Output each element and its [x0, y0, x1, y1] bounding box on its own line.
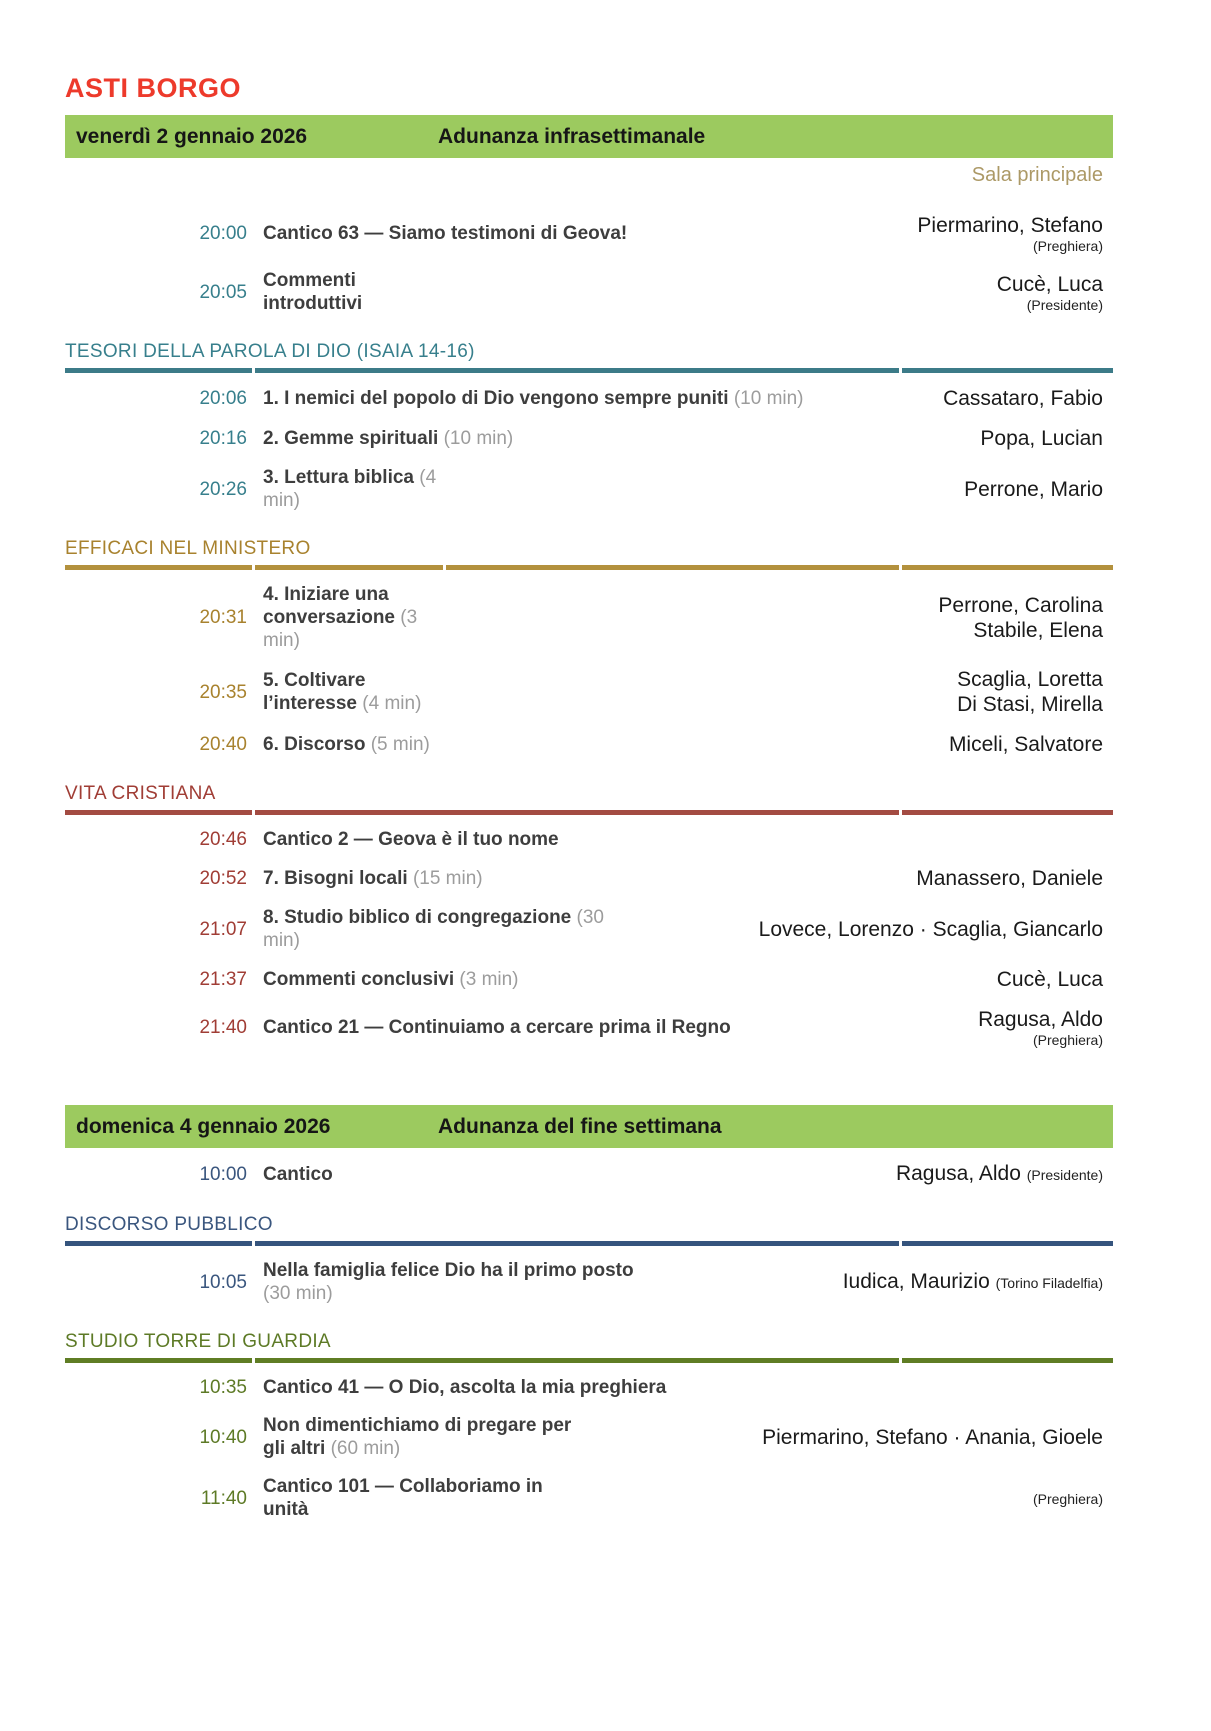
item-title: 7. Bisogni locali	[263, 868, 408, 889]
schedule-row	[65, 213, 1113, 254]
banner-meeting-type: Adunanza infrasettimanale	[438, 124, 706, 148]
item-title: Cantico 63 — Siamo testimoni di Geova!	[263, 223, 628, 244]
hall-label: Sala principale	[971, 164, 1103, 186]
item-time: 20:52	[199, 868, 247, 889]
assignee-note: (Torino Filadelfia)	[995, 1274, 1103, 1291]
item-duration: (30 min)	[263, 1283, 333, 1304]
schedule-row	[65, 1475, 1113, 1521]
banner-meeting-type: Adunanza del fine settimana	[438, 1114, 722, 1138]
assignee-cell	[964, 477, 1113, 502]
item-cell	[247, 222, 917, 245]
assignee-cell	[916, 866, 1113, 891]
item-duration: (5 min)	[370, 734, 430, 755]
item-title: Cantico 41 — O Dio, ascolta la mia preghiera	[263, 1377, 667, 1398]
section-heading-watchtower: STUDIO TORRE DI GUARDIA	[65, 1331, 331, 1352]
item-time: 20:00	[199, 223, 247, 244]
schedule-row	[65, 828, 1113, 851]
assignee-note: (Preghiera)	[1032, 1032, 1103, 1048]
item-time: 20:40	[199, 734, 247, 755]
assignee-cell	[949, 732, 1113, 757]
schedule-row	[65, 1414, 1113, 1460]
assignee-name: Perrone, Carolina	[938, 593, 1103, 617]
item-time: 11:40	[200, 1487, 247, 1509]
item-title: Nella famiglia felice Dio ha il primo posto	[263, 1260, 634, 1281]
assignee-cell	[978, 1007, 1113, 1048]
item-time: 20:35	[199, 681, 247, 703]
schedule-row	[65, 667, 1113, 717]
assignee-cell	[896, 1161, 1113, 1188]
schedule-row	[65, 466, 1113, 512]
section-heading-public-talk: DISCORSO PUBBLICO	[65, 1214, 273, 1235]
item-time: 20:16	[199, 428, 247, 449]
assignee-name: Popa, Lucian	[980, 427, 1103, 450]
assignee-name: Perrone, Mario	[964, 477, 1103, 501]
item-cell	[247, 466, 964, 512]
assignee-cell	[843, 1269, 1113, 1296]
assignee-name: Miceli, Salvatore	[948, 733, 1103, 756]
assignee-cell	[943, 386, 1113, 411]
item-time: 10:05	[199, 1271, 247, 1293]
schedule-row	[65, 583, 1113, 652]
item-time: 20:46	[199, 829, 247, 850]
schedule-row	[65, 1161, 1113, 1188]
assignee-name: Ragusa, Aldo	[895, 1162, 1021, 1185]
assignee-cell	[957, 667, 1113, 717]
item-duration: (10 min)	[733, 388, 804, 409]
schedule-row	[65, 269, 1113, 315]
item-cell	[247, 906, 759, 952]
schedule-row	[65, 732, 1113, 757]
banner-date: domenica 4 gennaio 2026	[76, 1114, 331, 1138]
item-duration: (3 min)	[263, 607, 418, 651]
item-title: 6. Discorso	[263, 734, 366, 755]
midweek-schedule	[65, 213, 1113, 1048]
schedule-row	[65, 1376, 1113, 1399]
assignee-name: Stabile, Elena	[973, 618, 1103, 642]
item-cell	[247, 427, 980, 450]
assignee-cell	[1033, 1485, 1113, 1512]
assignee-note: (Presidente)	[1026, 1167, 1103, 1183]
item-cell	[247, 583, 938, 652]
assignee-cell	[980, 426, 1113, 451]
item-title: Non dimentichiamo di pregare per gli altri	[263, 1415, 572, 1459]
assignee-cell	[762, 1425, 1113, 1450]
item-title: Commenti introduttivi	[263, 270, 363, 314]
meeting-banner-weekend	[65, 1105, 1113, 1148]
item-time: 20:05	[199, 281, 247, 303]
section-rule	[65, 565, 1113, 570]
item-time: 10:35	[199, 1377, 247, 1398]
assignee-name: Piermarino, Stefano	[917, 214, 1103, 237]
item-cell	[247, 867, 916, 890]
item-title: 4. Iniziare una conversazione	[263, 584, 395, 628]
assignee-name: Cucè, Luca	[996, 968, 1103, 991]
item-cell	[247, 1016, 978, 1039]
schedule-row	[65, 866, 1113, 891]
item-title: Cantico 2 — Geova è il tuo nome	[263, 829, 559, 850]
schedule-row	[65, 906, 1113, 952]
schedule-row	[65, 967, 1113, 992]
assignee-name: Cassataro, Fabio	[943, 387, 1103, 410]
assignee-note: (Preghiera)	[1032, 1490, 1103, 1507]
assignee-name: Di Stasi, Mirella	[957, 693, 1103, 716]
assignee-name: Piermarino, Stefano · Anania, Gioele	[762, 1425, 1103, 1449]
item-duration: (60 min)	[330, 1438, 401, 1459]
item-title: Commenti conclusivi	[263, 969, 455, 990]
item-time: 20:06	[199, 388, 247, 409]
assignee-name: Scaglia, Loretta	[957, 668, 1103, 691]
item-title: 2. Gemme spirituali	[263, 428, 439, 449]
section-heading-christian-life: VITA CRISTIANA	[65, 783, 216, 804]
item-cell	[247, 733, 949, 756]
schedule-row	[65, 1259, 1113, 1305]
section-rule	[65, 1241, 1113, 1246]
assignee-name: Lovece, Lorenzo · Scaglia, Giancarlo	[758, 917, 1103, 941]
item-title: Cantico	[263, 1164, 333, 1185]
assignee-name: Ragusa, Aldo	[978, 1008, 1103, 1031]
schedule-row	[65, 1007, 1113, 1048]
section-rule	[65, 810, 1113, 815]
item-title: Cantico 21 — Continuiamo a cercare prima il Regno	[263, 1017, 731, 1038]
item-time: 10:40	[199, 1426, 247, 1448]
assignee-cell	[938, 593, 1113, 643]
assignee-cell	[759, 917, 1113, 942]
section-rule	[65, 368, 1113, 373]
item-time: 20:31	[199, 607, 247, 628]
item-cell	[247, 828, 1103, 851]
section-rule	[65, 1358, 1113, 1363]
weekend-schedule	[65, 1161, 1113, 1521]
item-time: 20:26	[199, 478, 247, 500]
meeting-banner-midweek	[65, 115, 1113, 158]
item-title: 3. Lettura biblica	[263, 467, 414, 488]
assignee-note: (Presidente)	[1026, 296, 1103, 313]
schedule-row	[65, 426, 1113, 451]
item-cell	[247, 1414, 762, 1460]
item-title: 1. I nemici del popolo di Dio vengono sempre puniti	[263, 388, 729, 409]
assignee-name: Cucè, Luca	[996, 272, 1103, 296]
item-cell	[247, 1475, 1033, 1521]
item-cell	[247, 968, 997, 991]
item-time: 10:00	[199, 1164, 247, 1185]
item-duration: (4 min)	[362, 693, 422, 714]
item-cell	[247, 669, 957, 715]
item-cell	[247, 1163, 896, 1186]
item-time: 21:37	[199, 969, 247, 990]
item-time: 21:40	[199, 1017, 247, 1038]
assignee-note: (Preghiera)	[1032, 238, 1103, 254]
banner-date: venerdì 2 gennaio 2026	[76, 124, 308, 148]
item-time: 21:07	[199, 918, 247, 940]
item-cell	[247, 387, 943, 410]
assignee-cell	[997, 272, 1113, 313]
item-title: 8. Studio biblico di congregazione	[263, 907, 572, 928]
item-cell	[247, 1259, 843, 1305]
assignee-cell	[917, 213, 1113, 254]
item-duration: (15 min)	[412, 868, 483, 889]
schedule-row	[65, 386, 1113, 411]
item-duration: (10 min)	[443, 428, 514, 449]
item-duration: (30 min)	[263, 907, 604, 951]
item-title: 5. Coltivare l’interesse	[263, 670, 366, 714]
item-duration: (4 min)	[263, 467, 437, 511]
item-cell	[247, 1376, 1103, 1399]
assignee-cell	[997, 967, 1113, 992]
section-heading-treasures: TESORI DELLA PAROLA DI DIO (ISAIA 14-16)	[65, 341, 475, 362]
assignee-name: Manassero, Daniele	[916, 867, 1103, 890]
section-heading-ministry: EFFICACI NEL MINISTERO	[65, 538, 311, 559]
item-duration: (3 min)	[459, 969, 519, 990]
assignee-name: Iudica, Maurizio	[842, 1269, 990, 1293]
item-cell	[247, 269, 997, 315]
item-title: Cantico 101 — Collaboriamo in unità	[263, 1476, 543, 1520]
page-title: ASTI BORGO	[65, 73, 242, 103]
